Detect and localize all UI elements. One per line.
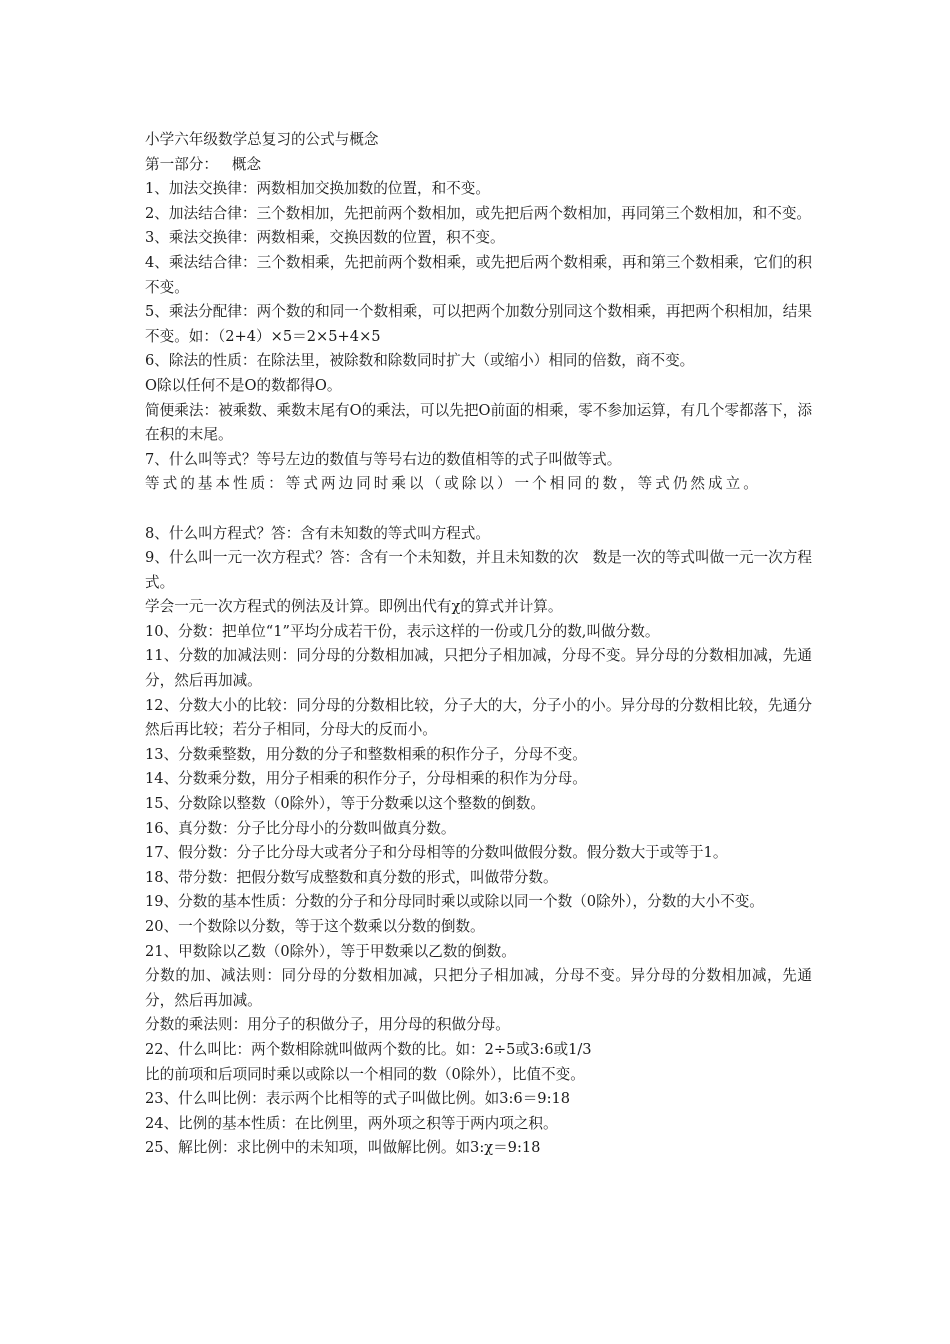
- paragraph: 20、一个数除以分数，等于这个数乘以分数的倒数。: [145, 918, 485, 935]
- paragraph: 等式的基本性质：等式两边同时乘以（或除以）一个相同的数，等式仍然成立。: [145, 475, 761, 493]
- document-title: 小学六年级数学总复习的公式与概念: [145, 131, 379, 148]
- paragraph: O除以任何不是O的数都得O。: [145, 376, 342, 394]
- paragraph: 12、分数大小的比较：同分母的分数相比较，分子大的大，分子小的小。异分母的分数相比较，先通分然后再比较；若分子相同，分母大的反而小。: [145, 696, 812, 739]
- part-heading: 第一部分： 概念: [145, 155, 262, 173]
- paragraph: 11、分数的加减法则：同分母的分数相加减，只把分子相加减，分母不变。异分母的分数相加减，先通分，然后再加减。: [145, 647, 812, 690]
- paragraph: 24、比例的基本性质：在比例里，两外项之积等于两内项之积。: [145, 1114, 558, 1132]
- paragraph: 25、解比例：求比例中的未知项，叫做解比例。如3:χ＝9:18: [145, 1139, 541, 1157]
- paragraph: 8、什么叫方程式？答：含有未知数的等式叫方程式。: [145, 524, 490, 542]
- paragraph: 22、什么叫比：两个数相除就叫做两个数的比。如：2÷5或3:6或1/3: [145, 1040, 592, 1058]
- paragraph: 1、加法交换律：两数相加交换加数的位置，和不变。: [145, 180, 490, 198]
- paragraph: 14、分数乘分数，用分子相乘的积作分子，分母相乘的积作为分母。: [145, 770, 587, 788]
- paragraph: 16、真分数：分子比分母小的分数叫做真分数。: [145, 819, 456, 837]
- paragraph: 19、分数的基本性质：分数的分子和分母同时乘以或除以同一个数（0除外），分数的大小不变。: [145, 893, 764, 911]
- paragraph: 分数的加、减法则：同分母的分数相加减，只把分子相加减，分母不变。异分母的分数相加减，先通分，然后再加减。: [145, 967, 812, 1009]
- paragraph: 6、除法的性质：在除法里，被除数和除数同时扩大（或缩小）相同的倍数，商不变。: [145, 352, 695, 370]
- paragraph: 2、加法结合律：三个数相加，先把前两个数相加，或先把后两个数相加，再同第三个数相加，和不变。: [145, 204, 812, 222]
- paragraph: 10、分数：把单位“1”平均分成若干份，表示这样的一份或几分的数,叫做分数。: [145, 622, 660, 640]
- paragraph: 13、分数乘整数，用分数的分子和整数相乘的积作分子，分母不变。: [145, 745, 587, 763]
- paragraph: 15、分数除以整数（0除外），等于分数乘以这个整数的倒数。: [145, 795, 545, 813]
- paragraph: 17、假分数：分子比分母大或者分子和分母相等的分数叫做假分数。假分数大于或等于1。: [145, 844, 728, 862]
- paragraph: 7、什么叫等式？等号左边的数值与等号右边的数值相等的式子叫做等式。: [145, 450, 622, 468]
- paragraph: 9、什么叫一元一次方程式？答：含有一个未知数，并且未知数的次 数是一次的等式叫做一元一次方程式。: [145, 549, 812, 591]
- paragraph: 5、乘法分配律：两个数的和同一个数相乘，可以把两个加数分别同这个数相乘，再把两个积相加，结果不变。如：（2+4）×5＝2×5+4×5: [145, 303, 812, 345]
- blank-line: [145, 497, 812, 522]
- paragraph: 学会一元一次方程式的例法及计算。即例出代有χ的算式并计算。: [145, 598, 563, 616]
- paragraph: 3、乘法交换律：两数相乘，交换因数的位置，积不变。: [145, 229, 505, 247]
- paragraph: 4、乘法结合律：三个数相乘，先把前两个数相乘，或先把后两个数相乘，再和第三个数相乘，它们的积不变。: [145, 253, 812, 296]
- paragraph: 分数的乘法则：用分子的积做分子，用分母的积做分母。: [145, 1016, 510, 1034]
- paragraph: 21、甲数除以乙数（0除外），等于甲数乘以乙数的倒数。: [145, 942, 516, 960]
- paragraph: 比的前项和后项同时乘以或除以一个相同的数（0除外），比值不变。: [145, 1065, 585, 1083]
- paragraph: 18、带分数：把假分数写成整数和真分数的形式，叫做带分数。: [145, 868, 558, 886]
- paragraph: 23、什么叫比例：表示两个比相等的式子叫做比例。如3:6＝9:18: [145, 1090, 571, 1108]
- document-body: [145, 128, 812, 1161]
- paragraph: 简便乘法：被乘数、乘数末尾有O的乘法，可以先把O前面的相乘，零不参加运算，有几个零都落下，添在积的末尾。: [145, 401, 812, 444]
